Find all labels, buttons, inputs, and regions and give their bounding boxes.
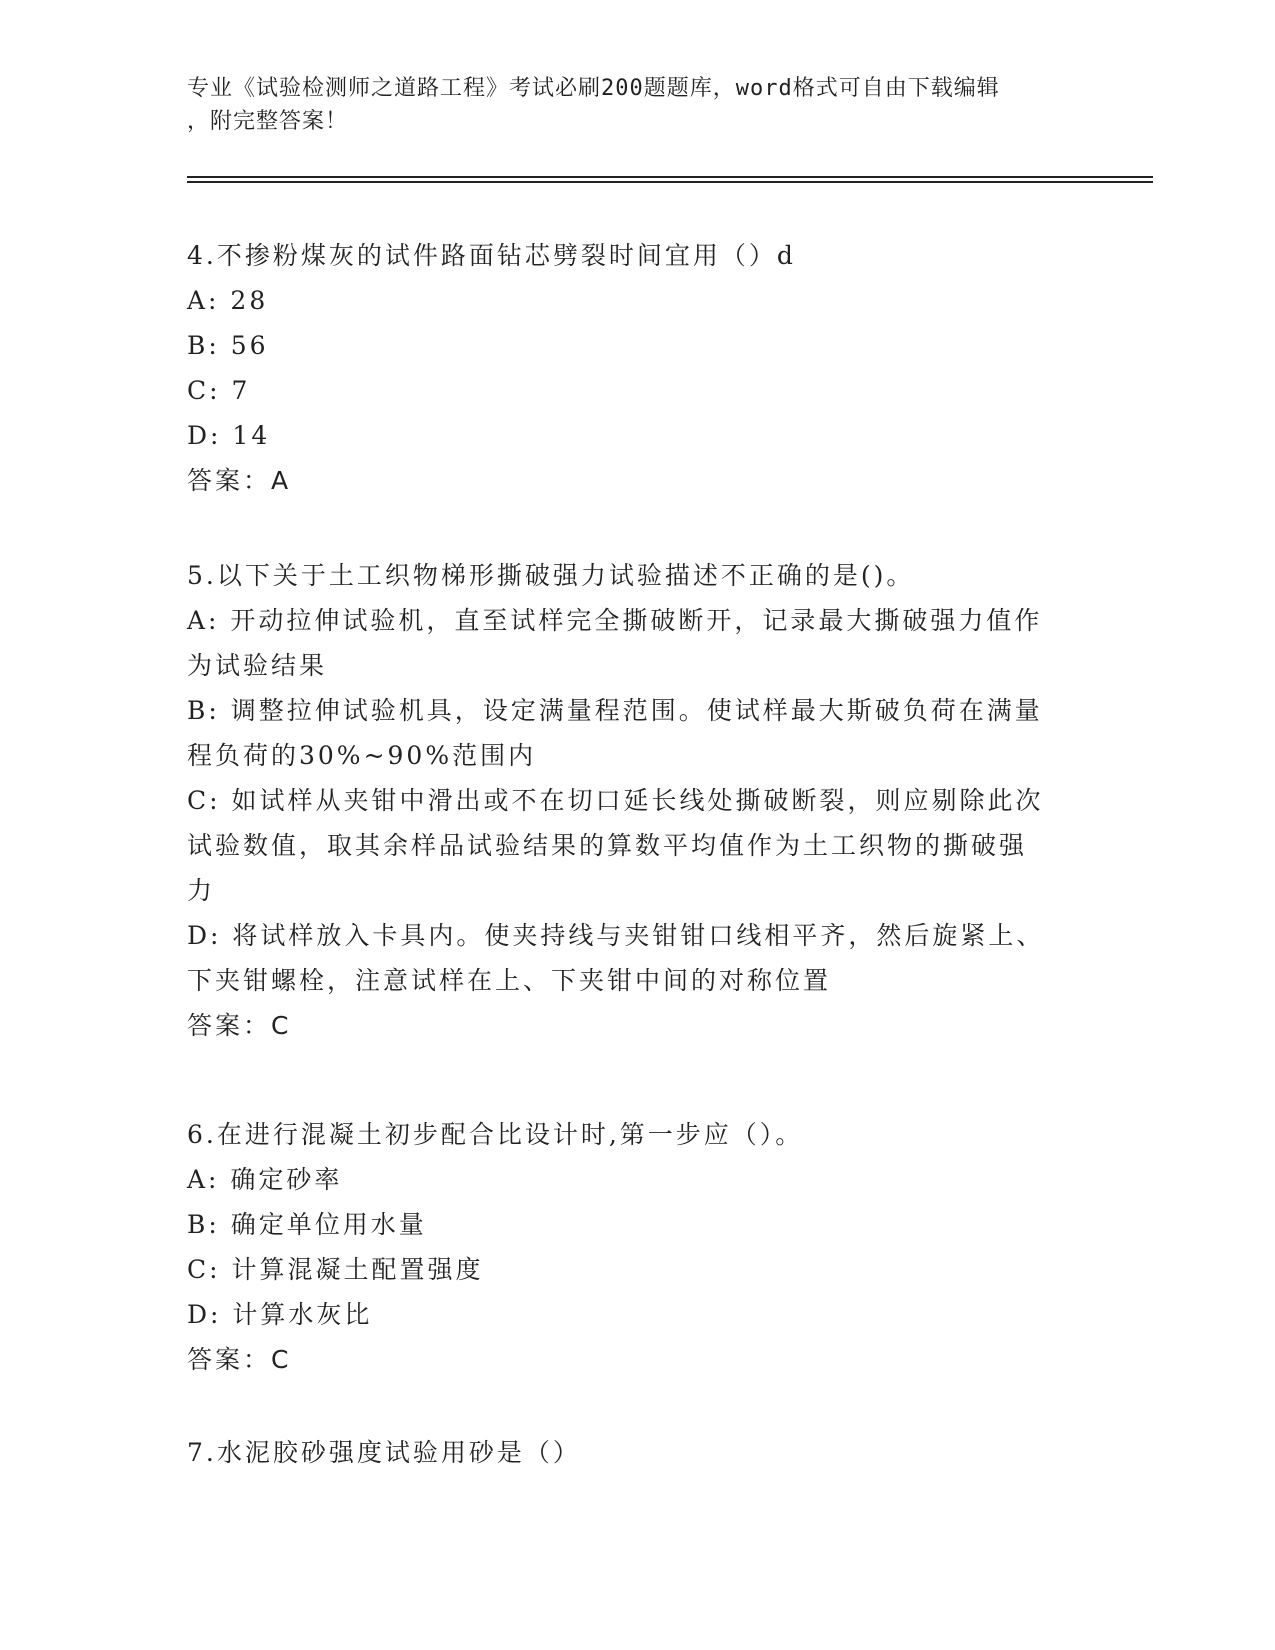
option-c: C: 7 bbox=[187, 376, 251, 405]
option-c: C: 如试样从夹钳中滑出或不在切口延长线处撕破断裂，则应剔除此次 bbox=[187, 786, 1044, 815]
option-c-continued-2: 力 bbox=[187, 876, 216, 905]
option-d: D: 计算水灰比 bbox=[187, 1300, 373, 1329]
option-b: B: 调整拉伸试验机具，设定满量程范围。使试样最大斯破负荷在满量 bbox=[187, 696, 1043, 725]
question-block bbox=[187, 1112, 1087, 1382]
answer-line: 答案：C bbox=[187, 1011, 292, 1040]
answer-line: 答案：C bbox=[187, 1345, 292, 1374]
question-stem: 4.不掺粉煤灰的试件路面钻芯劈裂时间宜用（）d bbox=[187, 241, 796, 270]
question-block bbox=[187, 553, 1087, 1048]
option-c: C: 计算混凝土配置强度 bbox=[187, 1255, 484, 1284]
header-divider-bottom bbox=[187, 181, 1153, 183]
option-a: A: 确定砂率 bbox=[187, 1165, 343, 1194]
header-divider-top bbox=[187, 176, 1153, 178]
option-d-continued: 下夹钳螺栓，注意试样在上、下夹钳中间的对称位置 bbox=[187, 966, 832, 995]
question-block bbox=[187, 1430, 1087, 1475]
document-header bbox=[187, 72, 1067, 138]
option-b: B: 确定单位用水量 bbox=[187, 1210, 427, 1239]
option-a-continued: 为试验结果 bbox=[187, 651, 328, 680]
option-c-continued: 试验数值，取其余样品试验结果的算数平均值作为土工织物的撕破强 bbox=[187, 831, 1028, 860]
answer-line: 答案：A bbox=[187, 466, 292, 495]
option-b-continued: 程负荷的30%~90%范围内 bbox=[187, 741, 537, 770]
question-stem: 5.以下关于土工织物梯形撕破强力试验描述不正确的是()。 bbox=[187, 561, 915, 590]
option-d: D: 将试样放入卡具内。使夹持线与夹钳钳口线相平齐，然后旋紧上、 bbox=[187, 921, 1045, 950]
option-a: A: 开动拉伸试验机，直至试样完全撕破断开，记录最大撕破强力值作 bbox=[187, 606, 1043, 635]
option-b: B: 56 bbox=[187, 331, 269, 360]
header-line-2: ，附完整答案！ bbox=[187, 109, 349, 134]
question-block bbox=[187, 233, 1087, 503]
option-d: D: 14 bbox=[187, 421, 271, 450]
question-stem: 7.水泥胶砂强度试验用砂是（） bbox=[187, 1438, 581, 1467]
header-line-1: 专业《试验检测师之道路工程》考试必刷200题题库，word格式可自由下载编辑 bbox=[187, 76, 1000, 101]
question-stem: 6.在进行混凝土初步配合比设计时,第一步应（）。 bbox=[187, 1120, 804, 1149]
option-a: A: 28 bbox=[187, 286, 269, 315]
